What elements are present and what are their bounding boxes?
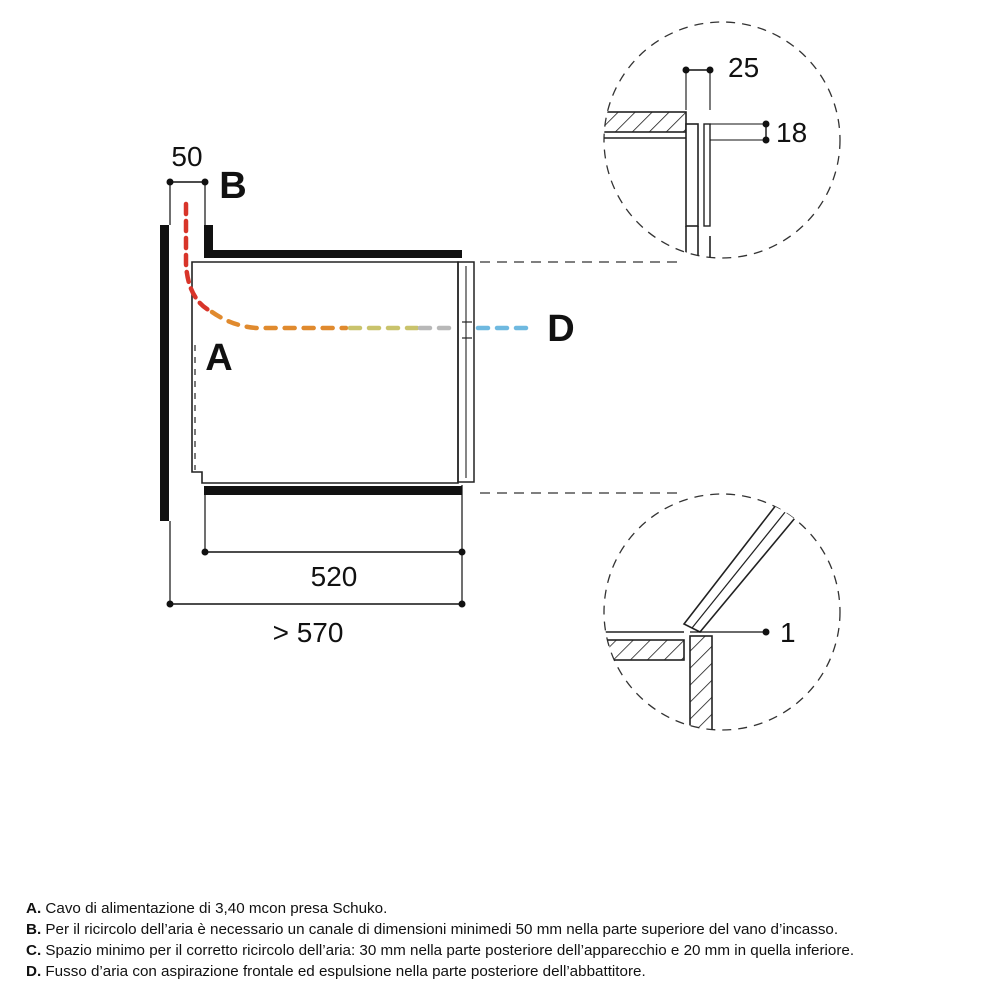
detail-circle-bottom xyxy=(604,494,840,730)
rear-wall xyxy=(160,225,169,521)
legend-text: Cavo di alimentazione di 3,40 mcon presa Schuko. xyxy=(41,900,388,917)
legend xyxy=(26,898,986,982)
legend-text: Spazio minimo per il corretto ricircolo dell’aria: 30 mm nella parte posteriore dell’apparecchio e 20 mm in quella inferiore. xyxy=(41,942,855,959)
door-section-top xyxy=(686,124,698,226)
dimension-dot xyxy=(202,549,209,556)
cabinet-top-shelf xyxy=(204,250,462,258)
cabinet-bottom-shelf xyxy=(204,486,462,495)
legend-key: C. xyxy=(26,942,42,959)
dimension-1-label: 1 xyxy=(780,617,796,648)
label-d: D xyxy=(547,308,575,350)
dimension-dot xyxy=(763,629,770,636)
airflow-path-orange xyxy=(212,312,346,328)
dimension-dot xyxy=(459,549,466,556)
door-glass-top xyxy=(704,124,710,226)
legend-text: Fusso d’aria con aspirazione frontale ed espulsione nella parte posteriore dell’abbattitore. xyxy=(41,963,646,980)
dimension-570-label: > 570 xyxy=(272,617,344,648)
legend-text: Per il ricircolo dell’aria è necessario un canale di dimensioni minimedi 50 mm nella parte superiore del vano d’incasso. xyxy=(41,921,839,938)
panel-diagonal-inner xyxy=(692,506,790,628)
label-a: A xyxy=(205,337,233,379)
legend-key: D. xyxy=(26,963,42,980)
legend-item-c xyxy=(26,940,986,961)
legend-key: B. xyxy=(26,921,42,938)
dimension-25-label: 25 xyxy=(728,52,760,83)
detail-bottom-content xyxy=(600,500,800,746)
legend-item-a xyxy=(26,898,986,919)
dimension-dot xyxy=(763,121,770,128)
dimension-dot xyxy=(763,137,770,144)
shelf-section-top xyxy=(600,112,686,132)
legend-key: A. xyxy=(26,900,42,917)
legend-item-d xyxy=(26,961,986,982)
label-b: B xyxy=(219,165,247,207)
dimension-520-label: 520 xyxy=(310,561,358,592)
dimension-dot xyxy=(459,601,466,608)
dimension-dot xyxy=(167,601,174,608)
dimension-18-label: 18 xyxy=(776,117,808,148)
legend-item-b xyxy=(26,919,986,940)
dimension-50-label: 50 xyxy=(171,141,203,172)
